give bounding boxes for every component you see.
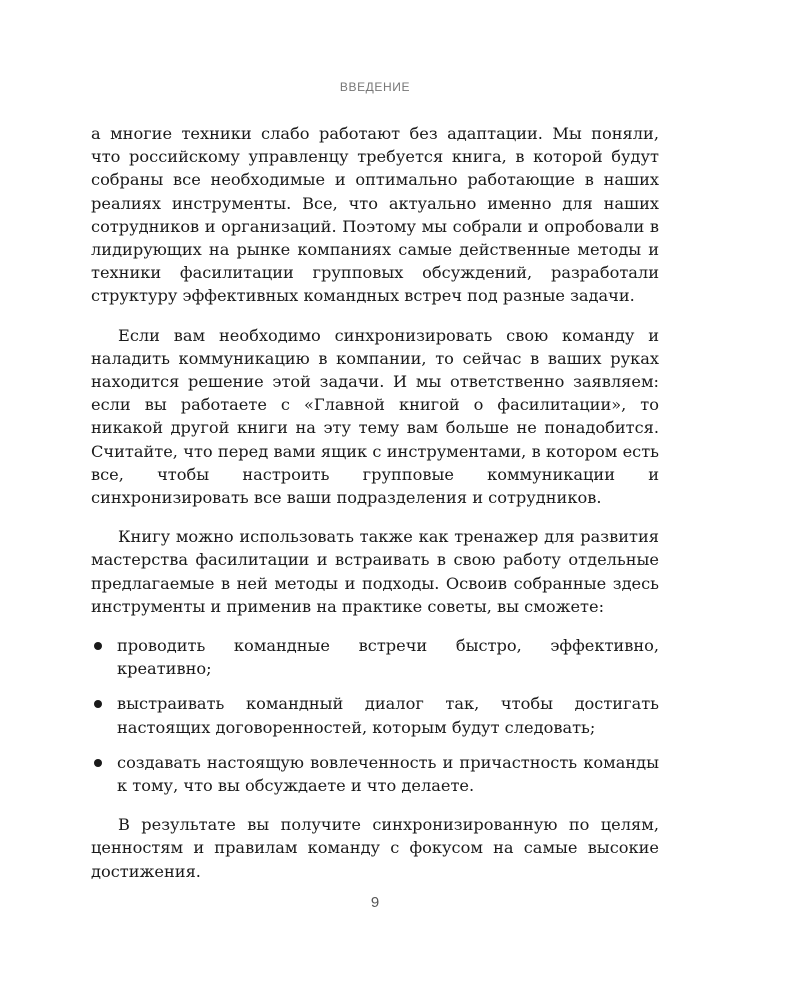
- body-text: [91, 122, 659, 899]
- list-item: [91, 692, 659, 738]
- list-item: [91, 634, 659, 680]
- paragraph: Книгу можно использовать также как тренажер для развития мастерства фасилитации и встраивать в свою работу отдельные предлагаемые в ней методы и подходы. Освоив собранные здесь инструменты и применив на практике советы, вы сможете:: [91, 527, 659, 616]
- list-item-text: создавать настоящую вовлеченность и причастность команды к тому, что вы обсуждаете и что делаете.: [117, 752, 659, 796]
- running-header: ВВЕДЕНИЕ: [339, 80, 411, 94]
- paragraph: а многие техники слабо работают без адаптации. Мы поняли, что российскому управленцу требуется книга, в которой будут собраны все необходимые и оптимально работающие в наших реалиях инструменты. Все, что актуально именно для наших сотрудников и организаций. Поэтому мы собрали и опробовали в лидирующих на рынке компаниях самые действенные методы и техники фасилитации групповых обсуждений, разработали структуру эффективных командных встреч под разные задачи.: [91, 124, 659, 306]
- page-number: 9: [370, 894, 380, 911]
- bullet-icon: [94, 700, 102, 708]
- paragraph: В результате вы получите синхронизированную по целям, ценностям и правилам команду с фокусом на самые высокие достижения.: [91, 815, 659, 881]
- bullet-list: [91, 634, 659, 797]
- list-item-text: выстраивать командный диалог так, чтобы достигать настоящих договоренностей, которым будут следовать;: [117, 694, 659, 737]
- bullet-icon: [94, 759, 102, 767]
- paragraph: Если вам необходимо синхронизировать свою команду и наладить коммуникацию в компании, то сейчас в ваших руках находится решение этой задачи. И мы ответственно заявляем: если вы работаете с «Главной книгой о фасилитации», то никакой другой книги на эту тему вам больше не понадобится. Считайте, что перед вами ящик с инструментами, в котором есть все, чтобы настроить групповые коммуникации и синхронизировать все ваши подразделения и сотрудников.: [91, 325, 659, 508]
- list-item-text: проводить командные встречи быстро, эффективно, креативно;: [117, 636, 659, 679]
- list-item: [91, 751, 659, 797]
- bullet-icon: [94, 642, 102, 650]
